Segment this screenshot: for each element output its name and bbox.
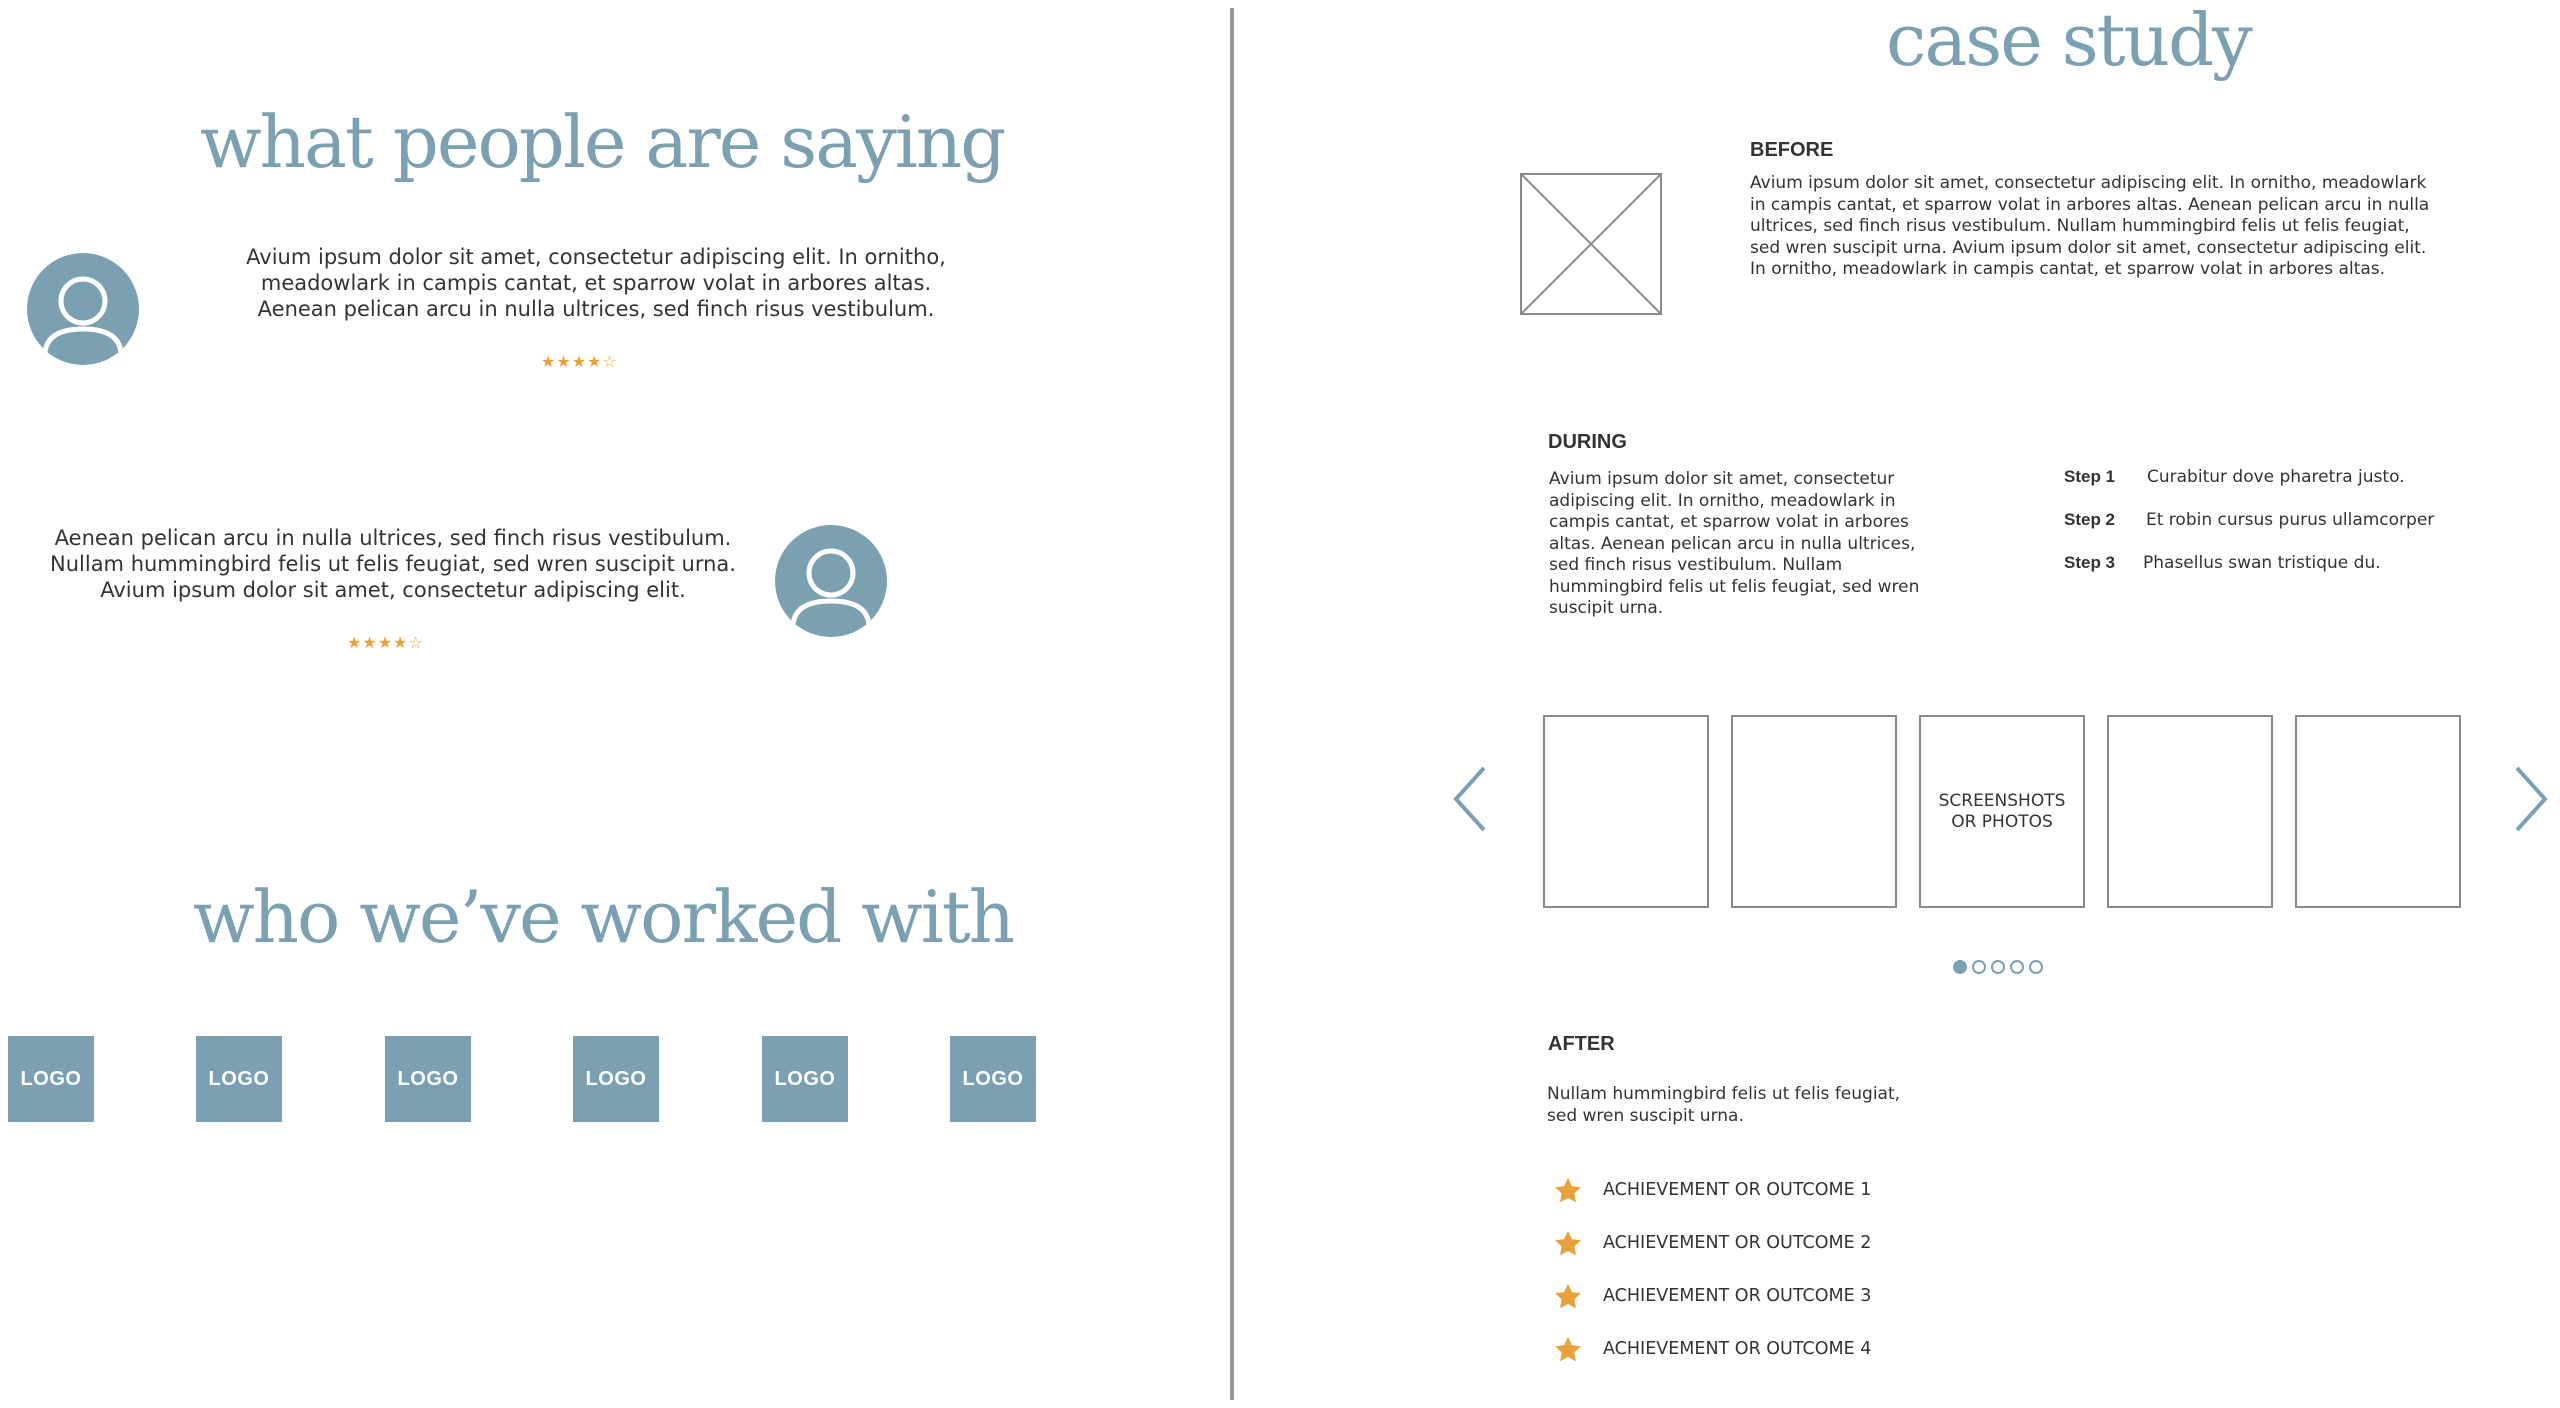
testimonial-2-quote: Aenean pelican arcu in nulla ultrices, sed finch risus vestibulum. Nullam hummingbird felis ut felis feugiat, sed wren suscipit urna. Avium ipsum dolor sit amet, consectetur adipiscing elit.: [50, 526, 736, 602]
carousel-pagination: [1953, 960, 2043, 974]
step-3-label: Step 3: [2064, 553, 2116, 572]
carousel-slide[interactable]: [2295, 715, 2461, 908]
achievement-item: ACHIEVEMENT OR OUTCOME 1: [1603, 1180, 1872, 1200]
after-heading: AFTER: [1548, 1033, 1615, 1055]
step-1-label: Step 1: [2064, 467, 2116, 486]
carousel-dot[interactable]: [1953, 960, 1967, 974]
chevron-left-icon: [1450, 764, 1490, 834]
testimonial-1-avatar: [27, 253, 139, 365]
during-heading: DURING: [1548, 431, 1627, 453]
step-3-text: Phasellus swan tristique du.: [2143, 553, 2381, 573]
client-logo: LOGO: [950, 1036, 1036, 1122]
panel-divider: [1230, 8, 1234, 1400]
rating-star-icon: ★: [347, 633, 363, 652]
step-2-text: Et robin cursus purus ullamcorper: [2146, 510, 2435, 530]
testimonial-2-avatar: [775, 525, 887, 637]
step-1-text: Curabitur dove pharetra justo.: [2147, 467, 2405, 487]
client-logo: LOGO: [573, 1036, 659, 1122]
carousel-slide[interactable]: [1731, 715, 1897, 908]
carousel-dot[interactable]: [2010, 960, 2024, 974]
during-text: Avium ipsum dolor sit amet, consectetur adipiscing elit. In ornitho, meadowlark in campis cantat, et sparrow volat in arbores altas. Aenean pelican arcu in nulla ultrices, sed finch risus vestibulum. Nullam hummingbird felis ut felis feugiat, sed wren suscipit urna.: [1549, 469, 1920, 618]
testimonial-1-quote: Avium ipsum dolor sit amet, consectetur adipiscing elit. In ornitho, meadowlark in campis cantat, et sparrow volat in arbores altas. Aenean pelican arcu in nulla ultrices, sed finch risus vestibulum.: [246, 245, 946, 321]
testimonials-title: what people are saying: [200, 100, 1005, 184]
rating-star-empty-icon: ☆: [408, 633, 424, 652]
carousel-prev-button[interactable]: [1450, 764, 1490, 834]
carousel-slide[interactable]: SCREENSHOTS OR PHOTOS: [1919, 715, 2085, 908]
carousel-next-button[interactable]: [2511, 764, 2551, 834]
rating-star-icon: ★: [377, 633, 394, 652]
case-study-title: case study: [1886, 0, 2251, 82]
image-placeholder-icon: [1522, 175, 1660, 313]
client-logo: LOGO: [196, 1036, 282, 1122]
star-icon: [1553, 1282, 1583, 1312]
rating-star-icon: ★: [556, 352, 572, 371]
carousel-slide[interactable]: [1543, 715, 1709, 908]
rating-star-icon: ★: [393, 633, 409, 652]
star-icon: [1553, 1229, 1583, 1259]
rating-star-empty-icon: ☆: [602, 352, 618, 371]
clients-title: who we’ve worked with: [193, 875, 1014, 959]
before-text: Avium ipsum dolor sit amet, consectetur adipiscing elit. In ornitho, meadowlark in campis cantat, et sparrow volat in arbores altas. Aenean pelican arcu in nulla ultrices, sed finch risus vestibulum. Nullam hummingbird felis ut felis feugiat, sed wren suscipit urna. Avium ipsum dolor sit amet, consectetur adipiscing elit. In ornitho, meadowlark in campis cantat, et sparrow volat in arbores altas.: [1750, 173, 2430, 279]
client-logo: LOGO: [385, 1036, 471, 1122]
carousel-slide[interactable]: [2107, 715, 2273, 908]
achievement-item: ACHIEVEMENT OR OUTCOME 4: [1603, 1339, 1872, 1359]
achievement-item: ACHIEVEMENT OR OUTCOME 3: [1603, 1286, 1872, 1306]
before-image-placeholder: [1520, 173, 1662, 315]
client-logo: LOGO: [8, 1036, 94, 1122]
achievement-item: ACHIEVEMENT OR OUTCOME 2: [1603, 1233, 1872, 1253]
rating-star-icon: ★: [541, 352, 557, 371]
rating-star-icon: ★: [362, 633, 378, 652]
testimonial-1-rating: [541, 352, 618, 371]
chevron-right-icon: [2511, 764, 2551, 834]
after-text: Nullam hummingbird felis ut felis feugiat, sed wren suscipit urna.: [1547, 1084, 1901, 1126]
carousel-dot[interactable]: [2029, 960, 2043, 974]
carousel-dot[interactable]: [1972, 960, 1986, 974]
star-icon: [1553, 1176, 1583, 1206]
user-avatar-icon: [775, 525, 887, 637]
carousel-dot[interactable]: [1991, 960, 2005, 974]
rating-star-icon: ★: [571, 352, 588, 371]
rating-star-icon: ★: [587, 352, 603, 371]
user-avatar-icon: [27, 253, 139, 365]
before-heading: BEFORE: [1750, 139, 1834, 161]
client-logo: LOGO: [762, 1036, 848, 1122]
step-2-label: Step 2: [2064, 510, 2116, 529]
star-icon: [1553, 1335, 1583, 1365]
testimonial-2-rating: [347, 633, 424, 652]
